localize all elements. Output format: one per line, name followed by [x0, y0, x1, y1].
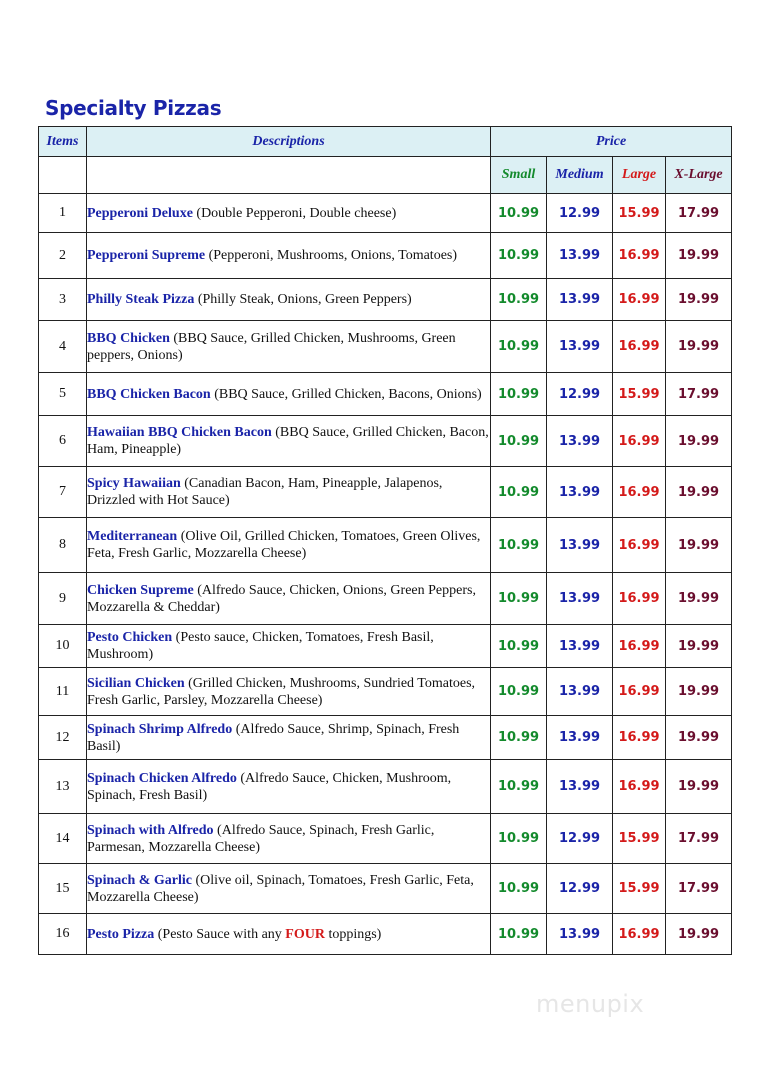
- price-small: 10.99: [491, 233, 547, 279]
- price-large: 16.99: [613, 467, 666, 518]
- pizza-ingredients: (Double Pepperoni, Double cheese): [192, 205, 397, 221]
- pizza-name: BBQ Chicken Bacon: [87, 386, 211, 402]
- pizza-ingredients: (Pepperoni, Mushrooms, Onions, Tomatoes): [205, 248, 458, 263]
- price-small: 10.99: [491, 373, 547, 416]
- pizza-ingredients: (Pesto Sauce with any: [154, 926, 286, 942]
- price-xlarge: 17.99: [666, 194, 732, 233]
- blank-cell: [39, 157, 87, 194]
- pizza-name: Sicilian Chicken: [87, 675, 185, 691]
- pizza-name: Chicken Supreme: [87, 582, 194, 598]
- pizza-ingredients-end: toppings): [324, 926, 382, 942]
- pizza-ingredients: (Canadian Bacon, Ham, Pineapple, Jalapenos, Drizzled with Hot Sauce): [87, 476, 443, 508]
- pizza-ingredients: (Pesto sauce, Chicken, Tomatoes, Fresh Basil, Mushroom): [87, 630, 434, 662]
- size-large: Large: [613, 157, 666, 194]
- table-row: [39, 716, 732, 760]
- price-large: 16.99: [613, 573, 666, 625]
- table-header-row: [39, 127, 732, 157]
- price-xlarge: 19.99: [666, 416, 732, 467]
- price-medium: 13.99: [547, 668, 613, 716]
- item-number: 2: [39, 233, 87, 279]
- price-large: 16.99: [613, 416, 666, 467]
- table-row: [39, 914, 732, 955]
- pizza-name: Pesto Chicken: [87, 630, 173, 645]
- price-medium: 12.99: [547, 814, 613, 864]
- pizza-ingredients: (BBQ Sauce, Grilled Chicken, Bacon, Ham, Pineapple): [87, 425, 489, 457]
- price-medium: 12.99: [547, 864, 613, 914]
- pizza-name: Philly Steak Pizza: [87, 292, 195, 307]
- pizza-ingredients: (Alfredo Sauce, Spinach, Fresh Garlic, Parmesan, Mozzarella Cheese): [87, 822, 435, 855]
- item-description: [87, 573, 491, 625]
- table-row: [39, 760, 732, 814]
- price-medium: 13.99: [547, 760, 613, 814]
- price-small: 10.99: [491, 914, 547, 955]
- table-row: [39, 194, 732, 233]
- item-number: 5: [39, 373, 87, 416]
- emphasis-text: FOUR: [285, 926, 325, 942]
- price-small: 10.99: [491, 279, 547, 321]
- item-description: [87, 321, 491, 373]
- size-medium: Medium: [547, 157, 613, 194]
- price-xlarge: 19.99: [666, 914, 732, 955]
- item-number: 8: [39, 518, 87, 573]
- price-large: 16.99: [613, 233, 666, 279]
- price-large: 16.99: [613, 914, 666, 955]
- price-medium: 13.99: [547, 233, 613, 279]
- item-description: [87, 814, 491, 864]
- pizza-name: Spinach Shrimp Alfredo: [87, 721, 233, 737]
- item-description: [87, 625, 491, 668]
- price-xlarge: 17.99: [666, 373, 732, 416]
- pizza-ingredients: (Alfredo Sauce, Shrimp, Spinach, Fresh Basil): [87, 721, 460, 754]
- item-number: 9: [39, 573, 87, 625]
- price-large: 16.99: [613, 760, 666, 814]
- item-description: [87, 233, 491, 279]
- price-xlarge: 19.99: [666, 467, 732, 518]
- pizza-name: Spicy Hawaiian: [87, 476, 181, 491]
- price-medium: 13.99: [547, 467, 613, 518]
- item-description: [87, 914, 491, 955]
- table-row: [39, 625, 732, 668]
- item-number: 15: [39, 864, 87, 914]
- price-xlarge: 19.99: [666, 321, 732, 373]
- pizza-ingredients: (Olive oil, Spinach, Tomatoes, Fresh Garlic, Feta, Mozzarella Cheese): [87, 872, 474, 905]
- pizza-name: Spinach & Garlic: [87, 872, 193, 888]
- pizza-ingredients: (Olive Oil, Grilled Chicken, Tomatoes, Green Olives, Feta, Fresh Garlic, Mozzarella Cheese): [87, 529, 481, 561]
- price-small: 10.99: [491, 416, 547, 467]
- table-row: [39, 518, 732, 573]
- pizza-name: Spinach Chicken Alfredo: [87, 770, 237, 786]
- pizza-name: Pesto Pizza: [87, 926, 155, 942]
- price-medium: 13.99: [547, 914, 613, 955]
- table-row: [39, 373, 732, 416]
- price-small: 10.99: [491, 814, 547, 864]
- price-large: 15.99: [613, 864, 666, 914]
- price-large: 16.99: [613, 518, 666, 573]
- item-description: [87, 279, 491, 321]
- item-number: 1: [39, 194, 87, 233]
- price-xlarge: 19.99: [666, 668, 732, 716]
- pizza-ingredients: (Alfredo Sauce, Chicken, Mushroom, Spinach, Fresh Basil): [87, 770, 452, 803]
- price-medium: 13.99: [547, 321, 613, 373]
- item-number: 7: [39, 467, 87, 518]
- table-row: [39, 668, 732, 716]
- price-small: 10.99: [491, 625, 547, 668]
- price-large: 15.99: [613, 814, 666, 864]
- price-medium: 12.99: [547, 373, 613, 416]
- price-medium: 13.99: [547, 625, 613, 668]
- price-large: 15.99: [613, 194, 666, 233]
- price-xlarge: 19.99: [666, 518, 732, 573]
- price-large: 16.99: [613, 716, 666, 760]
- price-xlarge: 17.99: [666, 864, 732, 914]
- pizza-ingredients: (Grilled Chicken, Mushrooms, Sundried Tomatoes, Fresh Garlic, Parsley, Mozzarella Cheese): [87, 675, 476, 708]
- pizza-name: BBQ Chicken: [87, 330, 170, 346]
- header-price: Price: [491, 127, 732, 157]
- item-description: [87, 716, 491, 760]
- item-description: [87, 518, 491, 573]
- price-small: 10.99: [491, 518, 547, 573]
- table-row: [39, 321, 732, 373]
- price-medium: 13.99: [547, 518, 613, 573]
- table-row: [39, 814, 732, 864]
- item-number: 10: [39, 625, 87, 668]
- pizza-name: Hawaiian BBQ Chicken Bacon: [87, 425, 272, 440]
- price-medium: 13.99: [547, 573, 613, 625]
- header-items: Items: [39, 127, 87, 157]
- item-description: [87, 416, 491, 467]
- watermark-logo: menupix: [536, 990, 645, 1018]
- price-small: 10.99: [491, 321, 547, 373]
- table-row: [39, 279, 732, 321]
- size-header-row: [39, 157, 732, 194]
- item-number: 6: [39, 416, 87, 467]
- pizza-ingredients: (BBQ Sauce, Grilled Chicken, Bacons, Onions): [210, 386, 482, 402]
- pizza-name: Spinach with Alfredo: [87, 822, 214, 838]
- page-title: Specialty Pizzas: [45, 96, 222, 120]
- size-xlarge: X-Large: [666, 157, 732, 194]
- price-small: 10.99: [491, 194, 547, 233]
- table-row: [39, 864, 732, 914]
- item-description: [87, 467, 491, 518]
- price-medium: 12.99: [547, 194, 613, 233]
- item-number: 3: [39, 279, 87, 321]
- table-row: [39, 233, 732, 279]
- price-xlarge: 19.99: [666, 625, 732, 668]
- price-small: 10.99: [491, 760, 547, 814]
- price-small: 10.99: [491, 716, 547, 760]
- price-xlarge: 17.99: [666, 814, 732, 864]
- price-small: 10.99: [491, 864, 547, 914]
- item-number: 16: [39, 914, 87, 955]
- price-medium: 13.99: [547, 716, 613, 760]
- table-row: [39, 416, 732, 467]
- price-xlarge: 19.99: [666, 716, 732, 760]
- price-large: 16.99: [613, 279, 666, 321]
- pizza-ingredients: (BBQ Sauce, Grilled Chicken, Mushrooms, Green peppers, Onions): [87, 330, 456, 363]
- price-small: 10.99: [491, 573, 547, 625]
- item-description: [87, 760, 491, 814]
- item-number: 11: [39, 668, 87, 716]
- item-description: [87, 864, 491, 914]
- table-row: [39, 573, 732, 625]
- specialty-pizza-table: [38, 126, 732, 955]
- pizza-ingredients: (Alfredo Sauce, Chicken, Onions, Green Peppers, Mozzarella & Cheddar): [87, 582, 476, 615]
- price-medium: 13.99: [547, 279, 613, 321]
- item-number: 13: [39, 760, 87, 814]
- item-description: [87, 668, 491, 716]
- item-description: [87, 373, 491, 416]
- price-xlarge: 19.99: [666, 233, 732, 279]
- pizza-name: Mediterranean: [87, 529, 178, 544]
- pizza-name: Pepperoni Supreme: [87, 248, 206, 263]
- price-large: 15.99: [613, 373, 666, 416]
- table-row: [39, 467, 732, 518]
- pizza-ingredients: (Philly Steak, Onions, Green Peppers): [194, 292, 412, 307]
- price-small: 10.99: [491, 668, 547, 716]
- price-xlarge: 19.99: [666, 279, 732, 321]
- price-medium: 13.99: [547, 416, 613, 467]
- price-xlarge: 19.99: [666, 573, 732, 625]
- price-large: 16.99: [613, 668, 666, 716]
- header-descriptions: Descriptions: [87, 127, 491, 157]
- price-large: 16.99: [613, 625, 666, 668]
- item-number: 14: [39, 814, 87, 864]
- size-small: Small: [491, 157, 547, 194]
- item-number: 4: [39, 321, 87, 373]
- price-large: 16.99: [613, 321, 666, 373]
- price-small: 10.99: [491, 467, 547, 518]
- pizza-name: Pepperoni Deluxe: [87, 205, 193, 221]
- item-number: 12: [39, 716, 87, 760]
- price-xlarge: 19.99: [666, 760, 732, 814]
- item-description: [87, 194, 491, 233]
- blank-cell: [87, 157, 491, 194]
